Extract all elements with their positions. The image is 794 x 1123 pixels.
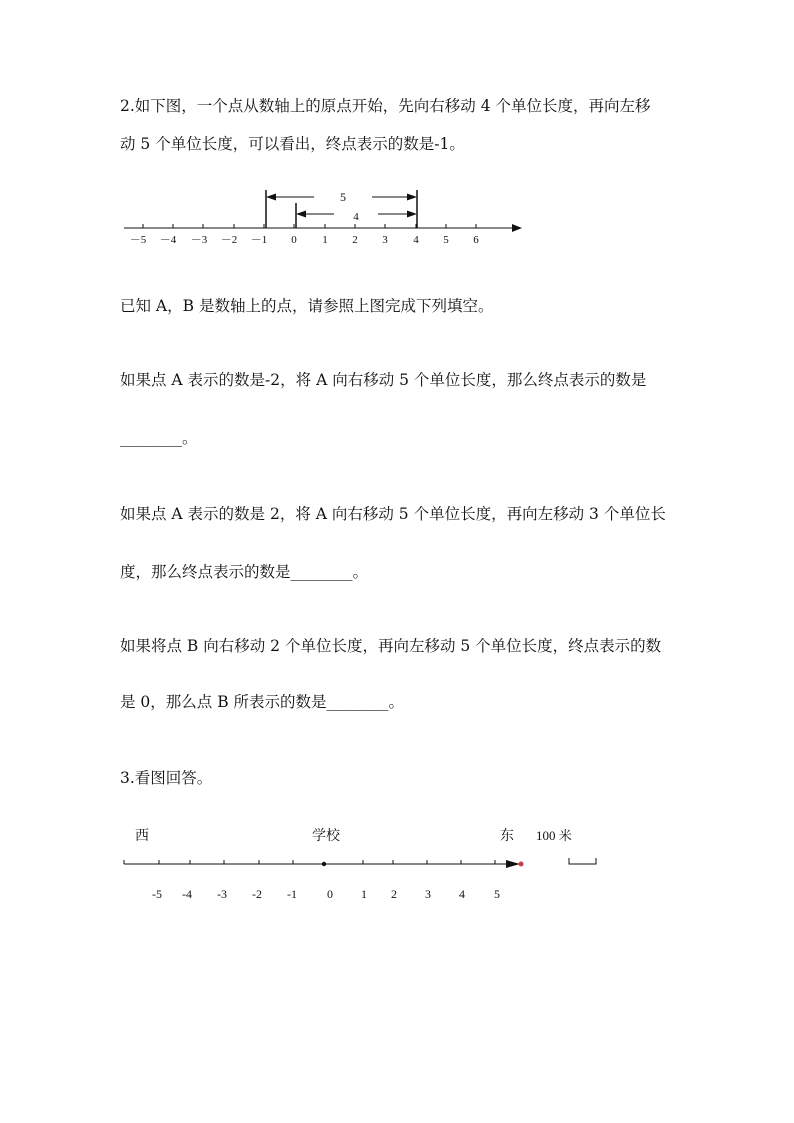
q3-tick-label: 0 xyxy=(327,887,333,901)
q3-tick-label: -4 xyxy=(182,887,192,901)
q2-text-line2: 动 5 个单位长度，可以看出，终点表示的数是-1。 xyxy=(120,135,465,153)
q3-tick-label: 1 xyxy=(361,887,367,901)
q2-blank3-line1: 如果将点 B 向右移动 2 个单位长度，再向左移动 5 个单位长度，终点表示的数 xyxy=(120,637,662,655)
q3-school-point xyxy=(322,862,326,866)
q3-tick-label: 3 xyxy=(425,887,431,901)
q2-tick-label: 0 xyxy=(291,234,297,246)
q2-tick-label: －3 xyxy=(190,234,208,246)
q3-scale-label: 100 米 xyxy=(536,828,572,843)
q2-arrow4-right-head xyxy=(407,211,417,218)
q2-axis-arrowhead xyxy=(512,224,522,232)
q2-blank3-line2: 是 0，那么点 B 所表示的数是________。 xyxy=(120,693,405,711)
q2-tick-label: －2 xyxy=(220,234,238,246)
q2-tick-label: －1 xyxy=(250,234,268,246)
q2-tick-label: 6 xyxy=(473,234,479,246)
q3-axis-end-dot xyxy=(519,862,524,867)
q3-tick-label: 5 xyxy=(494,887,500,901)
q3-tick-label: -3 xyxy=(217,887,227,901)
q2-text-line1: 2.如下图，一个点从数轴上的原点开始，先向右移动 4 个单位长度，再向左移 xyxy=(120,97,651,115)
q2-tick-label: 2 xyxy=(352,234,358,246)
q3-tick-marks xyxy=(159,860,495,864)
q3-west-label: 西 xyxy=(135,829,149,844)
q2-intro: 已知 A，B 是数轴上的点，请参照上图完成下列填空。 xyxy=(120,297,494,315)
q3-tick-label: -5 xyxy=(152,887,162,901)
q3-school-label: 学校 xyxy=(312,829,340,844)
q2-blank2-line2: 度，那么终点表示的数是________。 xyxy=(120,563,369,581)
q3-axis-arrowhead xyxy=(506,860,520,868)
q2-arrow4-left-head xyxy=(296,211,306,218)
q2-tick-label: 3 xyxy=(382,234,388,246)
q3-tick-label: 4 xyxy=(459,887,465,901)
q2-tick-label: 4 xyxy=(413,234,419,246)
q2-blank1-answer-line: ________。 xyxy=(120,429,198,447)
q2-arrow5-left-head xyxy=(266,194,276,201)
q2-blank2-line1: 如果点 A 表示的数是 2，将 A 向右移动 5 个单位长度，再向左移动 3 个单位长 xyxy=(120,505,666,523)
q2-tick-label: 5 xyxy=(443,234,449,246)
q3-tick-label: 2 xyxy=(391,887,397,901)
q3-tick-label: -1 xyxy=(287,887,297,901)
q2-arrow4-label: 4 xyxy=(353,211,359,223)
q2-tick-label: －5 xyxy=(129,234,147,246)
q2-arrow5-label: 5 xyxy=(340,190,346,204)
q3-east-label: 东 xyxy=(500,829,514,844)
q2-tick-label: 1 xyxy=(322,234,328,246)
q2-blank1-text: 如果点 A 表示的数是-2，将 A 向右移动 5 个单位长度，那么终点表示的数是 xyxy=(120,371,647,389)
q2-arrow5-right-head xyxy=(407,194,417,201)
q2-tick-marks xyxy=(143,224,476,228)
q2-tick-label: －4 xyxy=(159,234,177,246)
q3-scale-bar xyxy=(569,858,596,864)
q3-tick-label: -2 xyxy=(252,887,262,901)
q3-title: 3.看图回答。 xyxy=(120,769,213,787)
